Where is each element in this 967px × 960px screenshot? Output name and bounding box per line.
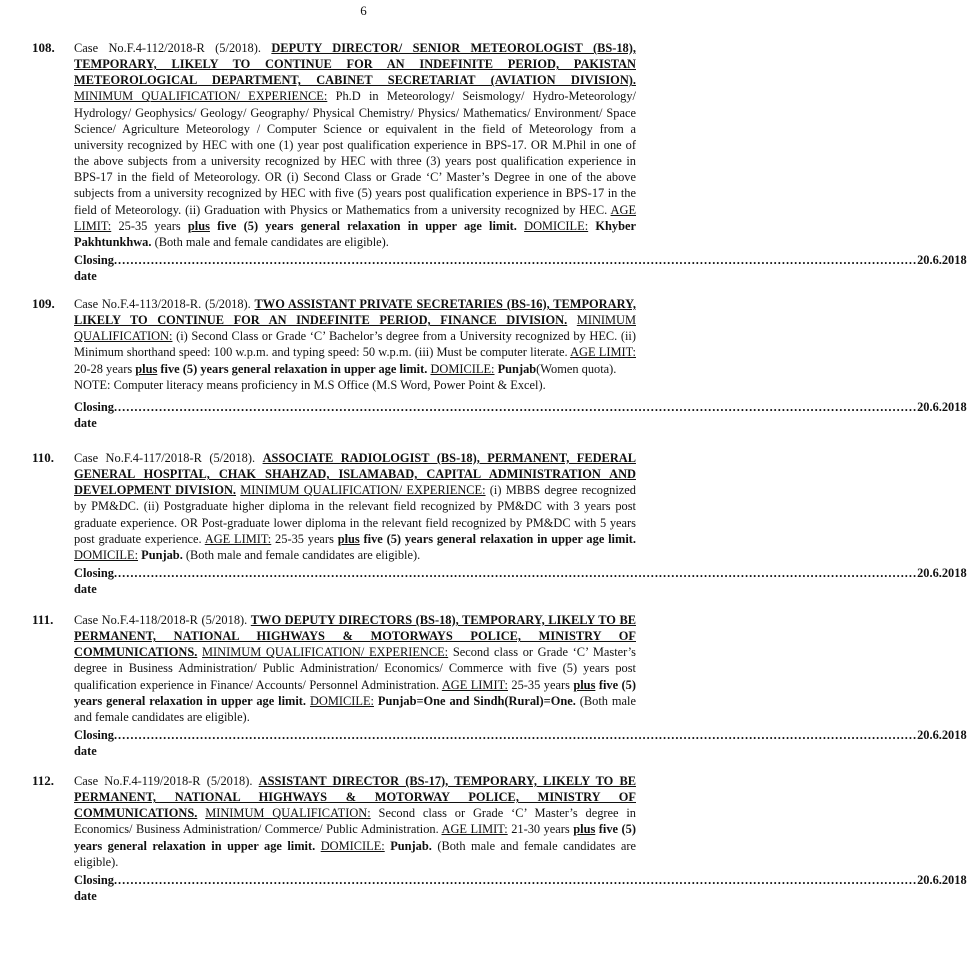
closing-label: Closing date bbox=[74, 872, 114, 904]
case-number: Case No.F.4-113/2018-R. (5/2018). bbox=[74, 297, 251, 311]
closing-date-row bbox=[74, 565, 967, 597]
qualification-text: (i) Second Class or Grade ‘C’ Bachelor’s degree from a University recognized by HEC. (ii) Minimum shorthand speed: 100 w.p.m. and typing speed: 50 w.p.m. (iii) Must be computer literate. bbox=[74, 329, 636, 360]
item-number: 112. bbox=[32, 773, 55, 788]
qualification-text: Ph.D in Meteorology/ Seismology/ Hydro-Meteorology/ Hydrology/ Geophysics/ Geology/ Geography/ Physical Chemistry/ Physics/ Mathematics/ Environment/ Space Science/ Agriculture Meteorology / Computer Science or equivalent in the field of Meteorology from a university recognized by HEC with one (1) year post qualification experience in BPS-17. OR M.Phil in one of the above subjects from a university recognized by HEC with three (3) years post qualification experience in BPS-17 in the field of Meteorology. OR (i) Second Class or Grade ‘C’ Master’s Degree in one of the above subjects from a university recognized by HEC with five (5) years post qualification experience in BPS-17 in the field of Meteorology. (ii) Graduation with Physics or Mathematics from a university recognized by HEC. bbox=[74, 89, 636, 217]
relaxation-text: five (5) years general relaxation in upper age limit. bbox=[74, 822, 636, 853]
qualification-label: MINIMUM QUALIFICATION: bbox=[205, 806, 371, 821]
case-number: Case No.F.4-118/2018-R (5/2018). bbox=[74, 613, 248, 627]
post-title: ASSOCIATE RADIOLOGIST (BS-18), PERMANENT, FEDERAL GENERAL HOSPITAL, CHAK SHAHZAD, ISLAMABAD, CAPITAL ADMINISTRATION AND DEVELOPMENT DIVISION. bbox=[74, 451, 636, 498]
age-range: 20-28 years bbox=[74, 361, 133, 376]
domicile-label: DOMICILE: bbox=[309, 693, 374, 708]
closing-date: 20.6.2018 bbox=[917, 566, 967, 581]
age-label: AGE LIMIT: bbox=[204, 531, 272, 546]
note-text: NOTE: Computer literacy means proficiency in M.S Office (M.S Word, Power Point & Excel). bbox=[74, 377, 546, 392]
age-range: 25-35 years bbox=[275, 531, 334, 546]
item-body bbox=[74, 773, 967, 904]
closing-date: 20.6.2018 bbox=[917, 728, 967, 743]
closing-label: Closing date bbox=[74, 728, 114, 759]
domicile-value: Punjab bbox=[497, 361, 537, 376]
closing-date: 20.6.2018 bbox=[917, 253, 967, 268]
domicile-label: DOMICILE: bbox=[430, 361, 495, 376]
closing-date: 20.6.2018 bbox=[917, 872, 967, 887]
age-range: 25-35 years bbox=[511, 677, 570, 692]
domicile-value: Khyber Pakhtunkhwa. bbox=[74, 218, 636, 249]
closing-date-row bbox=[74, 872, 967, 904]
item-body bbox=[74, 612, 967, 759]
domicile-note: (Women quota). bbox=[536, 361, 617, 376]
domicile-label: DOMICILE: bbox=[74, 547, 139, 562]
domicile-note: (Both male and female candidates are eligible). bbox=[185, 547, 421, 562]
domicile-note: (Both male and female candidates are eligible). bbox=[74, 693, 636, 724]
item-number: 108. bbox=[32, 40, 55, 55]
closing-date-row bbox=[74, 399, 967, 431]
domicile-value: Punjab=One and Sindh(Rural)=One. bbox=[377, 693, 576, 708]
qualification-text: Second class or Grade ‘C’ Master’s degree in Business Administration/ Public Administration/ Economics/ Commerce with five (5) years post qualification experience in Finance/ Accounts/ Personnel Administration. bbox=[74, 645, 637, 692]
leader-dots: .................................................................................................................................................................................................... bbox=[113, 728, 918, 743]
qualification-label: MINIMUM QUALIFICATION/ EXPERIENCE: bbox=[240, 483, 486, 498]
qualification-text: Second class or Grade ‘C’ Master’s degree in Economics/ Business Administration/ Commerce/ Public Administration. bbox=[74, 806, 637, 837]
plus-text: plus bbox=[337, 531, 360, 546]
item-body bbox=[74, 40, 967, 284]
case-number: Case No.F.4-119/2018-R (5/2018). bbox=[74, 774, 253, 788]
domicile-note: (Both male and female candidates are eligible). bbox=[74, 838, 636, 869]
plus-text: plus bbox=[187, 218, 210, 233]
domicile-value: Punjab. bbox=[141, 547, 183, 562]
post-title: ASSISTANT DIRECTOR (BS-17), TEMPORARY, LIKELY TO BE PERMANENT, NATIONAL HIGHWAYS & MOTORWAY POLICE, MINISTRY OF COMMUNICATIONS. bbox=[74, 774, 636, 821]
item-number: 111. bbox=[32, 612, 54, 627]
age-range: 25-35 years bbox=[118, 218, 181, 233]
closing-label: Closing date bbox=[74, 566, 114, 597]
age-range: 21-30 years bbox=[511, 822, 570, 837]
leader-dots: .................................................................................................................................................................................................... bbox=[113, 253, 918, 268]
age-label: AGE LIMIT: bbox=[74, 202, 637, 233]
qualification-label: MINIMUM QUALIFICATION/ EXPERIENCE: bbox=[74, 89, 328, 104]
domicile-value: Punjab. bbox=[390, 838, 432, 853]
qualification-text: (i) MBBS degree recognized by PM&DC. (ii) Postgraduate higher diploma in the relevant field recognized by PM&DC with 3 years post graduate experience. OR Post-graduate lower diploma in the relevant field recognized by PM&DC with 5 years post graduate experience. bbox=[74, 483, 637, 546]
plus-text: plus bbox=[573, 822, 596, 837]
qualification-label: MINIMUM QUALIFICATION: bbox=[74, 313, 636, 344]
post-title: DEPUTY DIRECTOR/ SENIOR METEOROLOGIST (BS-18), TEMPORARY, LIKELY TO CONTINUE FOR AN INDEFINITE PERIOD, PAKISTAN METEOROLOGICAL DEPARTMENT, CABINET SECRETARIAT (AVIATION DIVISION). bbox=[74, 41, 636, 88]
leader-dots: .................................................................................................................................................................................................... bbox=[113, 399, 918, 414]
closing-label: Closing date bbox=[74, 399, 114, 431]
domicile-label: DOMICILE: bbox=[524, 218, 589, 233]
age-label: AGE LIMIT: bbox=[570, 345, 637, 360]
relaxation-text: five (5) years general relaxation in upper age limit. bbox=[74, 677, 636, 708]
domicile-note: (Both male and female candidates are eligible). bbox=[154, 234, 389, 249]
plus-text: plus bbox=[573, 677, 596, 692]
case-number: Case No.F.4-117/2018-R (5/2018). bbox=[74, 451, 256, 465]
plus-text: plus bbox=[135, 361, 158, 376]
closing-date-row bbox=[74, 727, 967, 759]
relaxation-text: five (5) years general relaxation in upper age limit. bbox=[160, 361, 428, 376]
item-body bbox=[74, 450, 967, 597]
item-number: 110. bbox=[32, 450, 55, 465]
qualification-label: MINIMUM QUALIFICATION/ EXPERIENCE: bbox=[202, 645, 449, 660]
domicile-label: DOMICILE: bbox=[320, 838, 385, 853]
post-title: TWO DEPUTY DIRECTORS (BS-18), TEMPORARY, LIKELY TO BE PERMANENT, NATIONAL HIGHWAYS & MOTORWAYS POLICE, MINISTRY OF COMMUNICATIONS. bbox=[74, 613, 636, 660]
leader-dots: .................................................................................................................................................................................................... bbox=[113, 566, 918, 581]
relaxation-text: five (5) years general relaxation in upper age limit. bbox=[363, 531, 636, 546]
closing-date: 20.6.2018 bbox=[917, 399, 967, 414]
leader-dots: .................................................................................................................................................................................................... bbox=[113, 872, 918, 887]
case-number: Case No.F.4-112/2018-R (5/2018). bbox=[74, 41, 261, 55]
post-title: TWO ASSISTANT PRIVATE SECRETARIES (BS-16), TEMPORARY, LIKELY TO CONTINUE FOR AN INDEFINITE PERIOD, FINANCE DIVISION. bbox=[74, 297, 636, 328]
relaxation-text: five (5) years general relaxation in upper age limit. bbox=[217, 218, 517, 233]
item-number: 109. bbox=[32, 296, 55, 311]
age-label: AGE LIMIT: bbox=[441, 822, 508, 837]
age-label: AGE LIMIT: bbox=[441, 677, 508, 692]
item-body bbox=[74, 296, 967, 431]
closing-label: Closing date bbox=[74, 253, 114, 284]
closing-date-row bbox=[74, 252, 967, 284]
page-number: 6 bbox=[360, 3, 367, 18]
